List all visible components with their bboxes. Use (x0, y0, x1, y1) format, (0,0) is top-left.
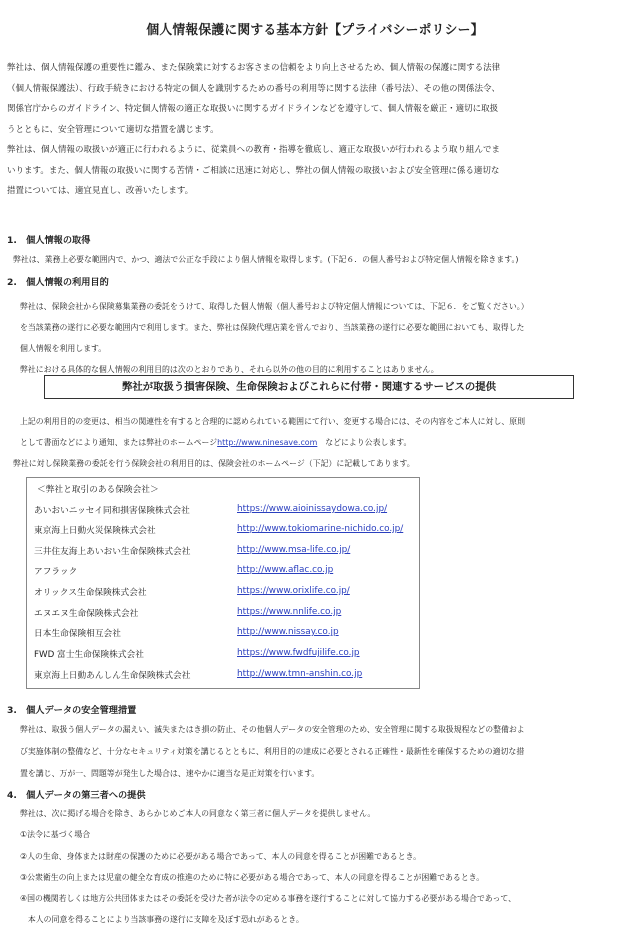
section-3-line: 弊社は、取扱う個人データの漏えい、滅失またはき損の防止、その他個人データの安全管理のため、安全管理に関する取扱規程などの整備およ (20, 725, 525, 734)
insurer-row (34, 669, 414, 685)
insurer-row (34, 545, 414, 561)
section-2-line: 個人情報を利用します。 (20, 344, 107, 353)
insurers-box (26, 477, 420, 689)
insurer-row (34, 586, 414, 602)
intro-line: 関係官庁からのガイドライン、特定個人情報の適正な取扱いに関するガイドラインなどを遵守して、個人情報を厳正・適切に取扱 (7, 104, 499, 114)
intro-paragraph-1 (7, 58, 625, 140)
insurer-name: 東京海上日動あんしん生命保険株式会社 (34, 671, 191, 681)
section-4-intro: 弊社は、次に掲げる場合を除き、あらかじめご本人の同意なく第三者に個人データを提供しません。 (20, 809, 376, 818)
insurer-row (34, 627, 414, 643)
insurer-link[interactable]: http://www.msa-life.co.jp/ (237, 545, 351, 555)
purpose-intro: 弊社における具体的な個人情報の利用目的は次のとおりであり、それら以外の他の目的に利用することはありません。 (20, 365, 439, 374)
insurer-link[interactable]: https://www.fwdfujilife.co.jp (237, 648, 360, 658)
insurers-header: ＜弊社と取引のある保険会社＞ (37, 485, 159, 495)
insurer-row (34, 524, 414, 540)
insurer-row (34, 648, 414, 664)
purpose-change-text (20, 411, 628, 453)
intro-line: 弊社は、個人情報保護の重要性に鑑み、また保険業に対するお客さまの信頼をより向上させるため、個人情報の保護に関する法律 (7, 63, 501, 73)
intro-line: 措置については、適宜見直し、改善いたします。 (7, 186, 194, 196)
intro-line: （個人情報保護法）、行政手続きにおける特定の個人を識別するための番号の利用等に関する法律（番号法）、その他の関係法令、 (7, 83, 501, 94)
section-3-line: 置を講じ、万が一、問題等が発生した場合は、速やかに適当な是正対策を行います。 (20, 769, 320, 778)
insurer-name: 三井住友海上あいおい生命保険株式会社 (34, 547, 191, 557)
section-4-heading: 4. 個人データの第三者への提供 (7, 790, 146, 801)
insurer-link[interactable]: http://www.nissay.co.jp (237, 627, 339, 637)
insurer-link[interactable]: http://www.tmn-anshin.co.jp (237, 669, 363, 679)
purpose-box: 弊社が取扱う損害保険、生命保険およびこれらに付帯・関連するサービスの提供 (44, 375, 574, 399)
provision-item: ①法令に基づく場合 (20, 830, 91, 839)
insurer-purpose-text (13, 458, 625, 469)
insurer-link[interactable]: https://www.orixlife.co.jp/ (237, 586, 350, 596)
provision-item: 本人の同意を得ることにより当該事務の遂行に支障を及ぼす恐れがあるとき。 (20, 915, 304, 924)
purpose-change-post: などにより公表します。 (317, 438, 412, 447)
insurer-name: アフラック (34, 567, 78, 577)
purpose-change-line: 上記の利用目的の変更は、相当の関連性を有すると合理的に認められている範囲にて行い、変更する場合には、その内容をご本人に対し、原則 (20, 417, 526, 426)
homepage-link[interactable]: http://www.ninesave.com (217, 438, 318, 447)
provision-item: ②人の生命、身体または財産の保護のために必要がある場合であって、本人の同意を得ることが困難であるとき。 (20, 852, 422, 861)
section-3-heading: 3. 個人データの安全管理措置 (7, 705, 137, 716)
section-3-text (20, 719, 628, 785)
provision-item: ③公衆衛生の向上または児童の健全な育成の推進のために特に必要がある場合であって、本人の同意を得ることが困難であるとき。 (20, 873, 485, 882)
section-2-text (20, 296, 628, 380)
section-1-line: 弊社は、業務上必要な範囲内で、かつ、適法で公正な手段により個人情報を取得します。(下記６．の個人番号および特定個人情報を除きます。) (13, 255, 519, 264)
insurer-row (34, 607, 414, 623)
section-3-line: び実施体制の整備など、十分なセキュリティ対策を講じるとともに、利用目的の達成に必要とされる正確性・最新性を確保するための適切な措 (20, 747, 525, 756)
section-2-line: を当該業務の遂行に必要な範囲内で利用します。また、弊社は保険代理店業を営んでおり、当該業務の遂行に必要な範囲においても、取得した (20, 323, 525, 332)
insurer-link[interactable]: https://www.nnlife.co.jp (237, 607, 342, 617)
insurer-name: FWD 富士生命保険株式会社 (34, 650, 144, 660)
insurer-link[interactable]: http://www.tokiomarine-nichido.co.jp/ (237, 524, 404, 534)
intro-paragraph-2 (7, 140, 625, 202)
insurer-name: エヌエヌ生命保険株式会社 (34, 609, 139, 619)
section-2-heading: 2. 個人情報の利用目的 (7, 277, 109, 288)
purpose-change-pre: として書面などにより通知、または弊社のホームページ (20, 438, 218, 447)
intro-section (7, 58, 625, 202)
section-2-line: 弊社は、保険会社から保険募集業務の委託をうけて、取得した個人情報（個人番号および特定個人情報については、下記６．をご覧ください。） (20, 302, 529, 311)
intro-line: うとともに、安全管理について適切な措置を講じます。 (7, 124, 219, 135)
section-1-heading: 1. 個人情報の取得 (7, 235, 91, 246)
intro-line: いります。また、個人情報の取扱いに関する苦情・ご相談に迅速に対応し、弊社の個人情報の取扱いおよび安全管理に係る適切な (7, 165, 500, 176)
insurer-row (34, 504, 414, 520)
insurer-link[interactable]: http://www.aflac.co.jp (237, 565, 334, 575)
insurer-name: あいおいニッセイ同和損害保険株式会社 (34, 506, 190, 516)
intro-line: 弊社は、個人情報の取扱いが適正に行われるように、従業員への教育・指導を徹底し、適正な取扱いが行われるよう取り組んでま (7, 145, 501, 155)
insurer-name: 日本生命保険相互会社 (34, 629, 121, 639)
section-1-text (13, 254, 625, 265)
insurer-purpose-line: 弊社に対し保険業務の委託を行う保険会社の利用目的は、保険会社のホームページ（下記）に記載してあります。 (13, 459, 415, 468)
insurer-row (34, 565, 414, 581)
purpose-change-line-2 (20, 432, 628, 453)
provision-item: ④国の機関若しくは地方公共団体またはその委託を受けた者が法令の定める事務を遂行することに対して協力する必要がある場合であって、 (20, 894, 517, 903)
insurer-name: オリックス生命保険株式会社 (34, 588, 147, 598)
insurer-link[interactable]: https://www.aioinissaydowa.co.jp/ (237, 504, 388, 514)
insurer-name: 東京海上日動火災保険株式会社 (34, 526, 156, 536)
page-title: 個人情報保護に関する基本方針【プライバシーポリシー】 (146, 23, 484, 38)
